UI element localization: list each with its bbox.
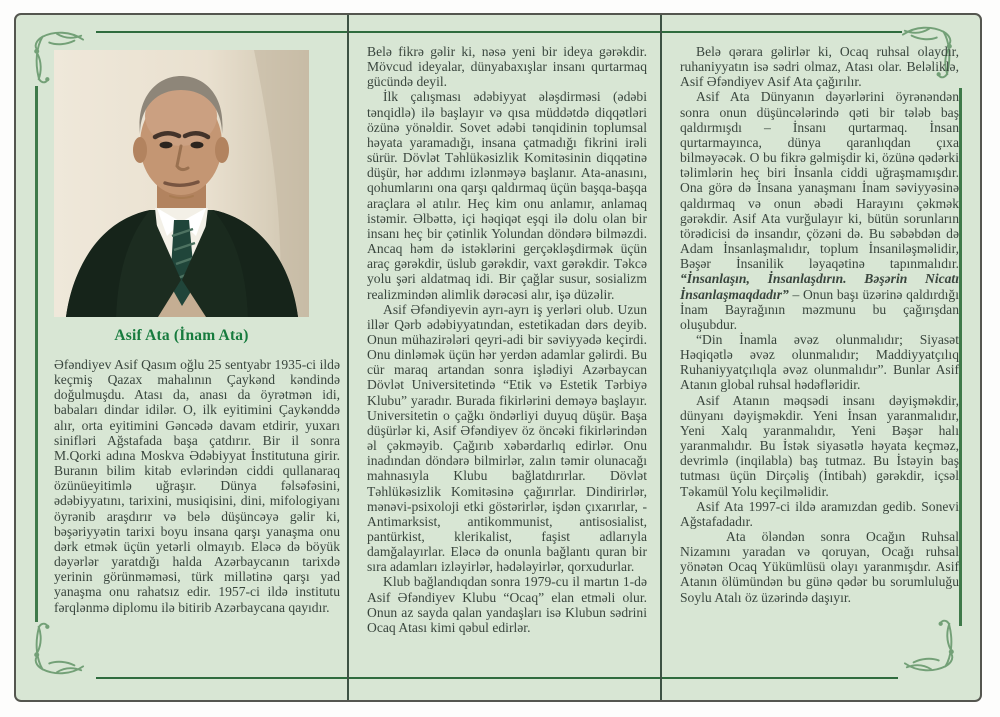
portrait-photo (54, 50, 309, 317)
paragraph: Belə fikrə gəlir ki, nəsə yeni bir ideya gərəkdir. Mövcud ideyalar, dünyabaxışlar insanı qurtarmaq gücündə deyil. (367, 44, 647, 90)
paragraph: Ata öləndən sonra Ocağın Ruhsal Nizamını yaradan və qoruyan, Ocağı ruhsal yönətən Ocaq Yükümlüsü olayı yaranmışdır. Asif Atanın ölümündən bu günə qədər bu sorumluluğu Soylu Atalı öz üzərində daşıyır. (680, 529, 959, 605)
panel-middle (349, 15, 660, 700)
paragraph: İlk çalışması ədəbiyyat ələşdirməsi (ədəbi tənqidlə) ilə başlayır və qısa müddətdə diqqətləri özünə yönəldir. Sovet ədəbi tənqidinin toplumsal həyata yaramadığı, insana çatmadığı fikrini irəli sürür. Dövlət Təhlükəsizlik Komitəsinin diqqətinə düşür, hər addımı izlənməyə başlanır. Ata-anasını, qohumlarını ona qarşı qaldırmaq üçün başqa-başqa araçlara əl atılır. Heç kim onu anlamır, anlamaq istəmir. Əlbəttə, içi həqiqət eşqi ilə dolu olan bir insanı heç bir çətinlik Yolundan döndərə bilməzdi. Ancaq həm də istəklərini gerçəkləşdirmək üçün araç gərəkdir, üslub gərəkdir, vaxt gərəkdir. Təkcə yolu şəri aldatmaq idi. Bir çağlar susur, sosializm realizmindən alimlik dərəcəsi alır, işə düzəlir. (367, 89, 647, 302)
panel-right (662, 15, 980, 700)
paragraph: “Din İnamla əvəz olunmalıdır; Siyasət Həqiqətlə əvəz olunmalıdır; Maddiyyatçılıq Ruhaniyyatçılıqla əvəz olunmalıdır”. Bunlar Asif Atanın global ruhsal hədəfləridir. (680, 331, 959, 393)
bio-paragraph: Əfəndiyev Asif Qasım oğlu 25 sentyabr 1935-ci ildə keçmiş Qazax mahalının Çaykənd kəndində doğulmuşdu. Atası da, anası da öyrətmən idi, babaları dindar idilər. O, ilk eyitimini Çaykənddə alır, orta eyitimini Gəncədə davam etdirir, yuxarı sinifləri Ağstafada başa çatdırır. Bir il sonra M.Qorki adına Moskva Ədəbiyyat İnstitutuna girir. Buranın bilim kitab evlərindən ciddi qullanaraq özünüeyitimlə uğraşır. Dünya fəlsəfəsini, ədəbiyyatını, tarixini, musiqisini, dini, mifologiyanı öyrənib araşdırır və belə düşüncəyə gəlir ki, bəşəriyyətin tarixi boyu insana qarşı yanaşma onu dərk etmək üçün yetərli olmayıb. Eləcə də böyük dəyərlər yaratdığı halda Azərbaycanın tarixdə yerinin görünməməsi, türk millətinə qarşı yad yanaşma onu rahatsız edir. 1957-ci ildə institutu fərqlənmə diplomu ilə bitirib Azərbaycana qayıdır. (54, 357, 340, 615)
paragraph: Klub bağlandıqdan sonra 1979-cu il martın 1-də Asif Əfəndiyev Klubu “Ocaq” elan etməli olur. Onun az sayda qalan yandaşları isə Klubun sədrini Ocaq Atası kimi qəbul edirlər. (367, 574, 647, 635)
paragraph: Belə qərara gəlirlər ki, Ocaq ruhsal olaydır, ruhaniyyatın isə sədri olmaz, Atası olar. Beləliklə, Asif Əfəndiyev Asif Ata çağırılır. (680, 44, 959, 90)
paragraph: Asif Ata 1997-ci ildə aramızdan gedib. Sonevi Ağstafadadır. (680, 498, 959, 529)
brochure-sheet (14, 13, 982, 702)
photo-caption: Asif Ata (İnam Ata) (114, 327, 249, 344)
panel-left (16, 15, 347, 700)
paragraph: Asif Əfəndiyevin ayrı-ayrı iş yerləri olub. Uzun illər Qərb ədəbiyyatından, estetikadan dərs deyib. Onun mühazirələri qeyri-adi bir səviyyədə keçirdi. Onu dinləmək üçün hər yerdən adamlar gəlirdi. Bu cür maraq artandan sonra işlədiyi Azərbaycan Dövlət Universitetində “Etik və Estetik Tərbiyə Klubu” yaradır. Burada fikirlərini deməyə başlayır. Universitetin o çağkı öndərliyi duyuq düşür. Başa düşürlər ki, Asif Əfəndiyev öz öncəki fikirlərindən əl çəkməyib. Çağırıb xəbərdarlıq edirlər. Onu inadından döndərə bilmirlər, zalın təmir olunacağı mahnasıyla Klubu bağlatdırırlar. Dövlət Təhlükəsizlik Komitəsinə çağırırlar. Dindirirlər, mənəvi-psixoloji etki göstərirlər, işdən çıxarırlar, - Antimarksist, antikommunist, antisosialist, pantürkist, klerikalist, faşist adlarıyla damğalayırlar. Eləcə də onunla bağlantı quran bir sıra adamları izləyirlər, hədələyirlər, qorxudurlar. (367, 301, 647, 575)
paragraph-text: Asif Ata Dünyanın dəyərlərini öyrənəndən sonra onun düşüncələrində qəti bir tələb baş qaldırmışdı – İnsanı qurtarmaq. İnsan qurtarmayınca, dünya qaranlıqdan çıxa bilməyəcək. O bu fikrə gəlmişdir ki, özünə qədərki təlimlərin heç biri İnsanla ciddi uğraşmamışdır. Ona görə də İnsana yanaşmanı İnam səviyyəsinə qaldırmaq və onun əbədi Harayını çəkmək gərəkdir. Asif Ata vurğulayır ki, bütün sorunların törədicisi də insandır, çözəni də. Bu səbəbdən də Adam İnsanlaşmalıdır, toplum İnsaniləşməlidir, Bəşər İnsanilik ləyaqətinə tapınmalıdır. (680, 89, 959, 272)
paragraph: Asif Atanın məqsədi insanı dəyişməkdir, dünyanı dəyişməkdir. Yeni İnsan yaranmalıdır, Yeni Xalq yaranmalıdır, Yeni Bəşər halı yaranmalıdır. Bu İstək siyasətlə həyata keçməz, devrimlə (inqilabla) baş tutmaz. Bu İstəyin baş tutması üçün Dirçəliş (İntibah) gərəkdir, içsəl Təkamül Yolu keçilməlidir. (680, 392, 959, 499)
paragraph (680, 89, 959, 332)
emphasis-quote: “İnsanlaşın, İnsanlaşdırın. Bəşərin Nicatı İnsanlaşmaqdadır” (680, 271, 959, 302)
paragraph-text: – Onun başı üzərinə qaldırdığı İnam Bayrağının məzmunu bu çağırışdan oluşubdur. (680, 286, 959, 332)
portrait-illustration (54, 50, 309, 317)
